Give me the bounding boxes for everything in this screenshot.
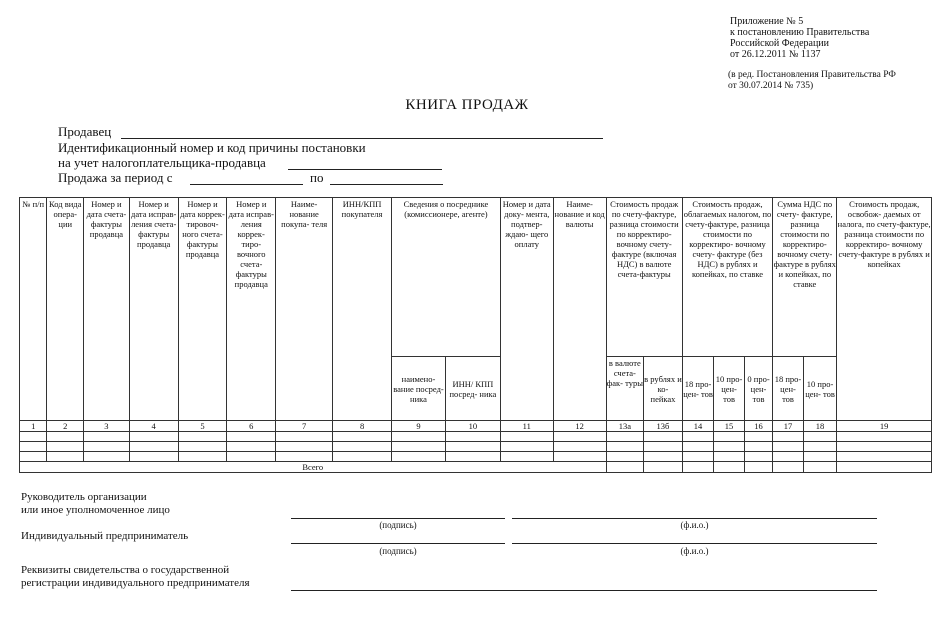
col-header-6: Номер и дата исправ- ления коррек- тиро- вочного счета- фактуры продавца [227, 198, 276, 421]
col-number: 2 [47, 421, 84, 432]
seller-field[interactable] [121, 138, 603, 139]
name-caption: (ф.и.о.) [680, 546, 709, 556]
col-number: 18 [803, 421, 837, 432]
column-numbers-row [20, 421, 932, 432]
entrepreneur-name-field[interactable] [512, 543, 877, 544]
entrepreneur-signature-field[interactable] [291, 543, 505, 544]
appendix-line: Российской Федерации [730, 38, 830, 49]
col-number: 19 [837, 421, 932, 432]
head-name-field[interactable] [512, 518, 877, 519]
col-header-3: Номер и дата счета- фактуры продавца [84, 198, 130, 421]
period-label: Продажа за период с [58, 170, 173, 185]
col-number: 17 [773, 421, 804, 432]
col-header-11: Номер и дата доку- мента, подтвер- ждаю- щего оплату [500, 198, 553, 421]
col-number: 13б [644, 421, 683, 432]
table-row[interactable] [20, 452, 932, 462]
col-number: 16 [744, 421, 772, 432]
col-header-13: Стоимость продаж по счету-фактуре, разница стоимости по корректиро- вочному счету- фактуре (включая НДС) в валюте счета-фактуры [606, 198, 682, 357]
amendment-note [728, 70, 896, 92]
requisites-label-line2: регистрации индивидуального предпринимателя [21, 577, 250, 589]
col-header-10: ИНН/ КПП посред- ника [445, 357, 500, 421]
col-header-13b: в рублях и ко- пейках [644, 357, 683, 421]
col-number: 3 [84, 421, 130, 432]
col-number: 4 [129, 421, 178, 432]
total-row [20, 462, 932, 473]
col-number: 5 [178, 421, 227, 432]
col-header-13a: в валюте счета- фак- туры [606, 357, 644, 421]
col-header-4: Номер и дата исправ- ления счета- фактуры продавца [129, 198, 178, 421]
inn-label-line2: на учет налогоплательщика-продавца [58, 155, 266, 170]
col-header-19: Стоимость продаж, освобож- даемых от налога, по счету-фактуре, разница стоимости по корректиро- вочному счету-фактуре в рублях и копейках [837, 198, 932, 421]
col-header-14: 18 про- цен- тов [682, 357, 714, 421]
col-header-9: наимено- вание посред- ника [392, 357, 446, 421]
amendment-line: (в ред. Постановления Правительства РФ [728, 70, 896, 80]
period-from-field[interactable] [190, 184, 303, 185]
col-number: 6 [227, 421, 276, 432]
col-number: 8 [333, 421, 392, 432]
total-label: Всего [20, 462, 607, 473]
inn-label-line1: Идентификационный номер и код причины постановки [58, 140, 366, 155]
sales-book-table [19, 197, 932, 473]
col-header-9-10: Сведения о посреднике (комиссионере, агенте) [392, 198, 501, 357]
col-number: 1 [20, 421, 47, 432]
col-header-5: Номер и дата коррек- тировоч- ного счета- фактуры продавца [178, 198, 227, 421]
col-number: 13а [606, 421, 644, 432]
period-to-field[interactable] [330, 184, 443, 185]
requisites-label-line1: Реквизиты свидетельства о государственной [21, 564, 230, 576]
signature-caption: (подпись) [379, 520, 417, 530]
col-header-17-18: Сумма НДС по счету- фактуре, разница стоимости по корректиро- вочному счету- фактуре в рублях и копейках, по ставке [773, 198, 837, 357]
amendment-line: от 30.07.2014 № 735) [728, 81, 814, 91]
col-header-15: 10 про- цен- тов [714, 357, 745, 421]
col-header-1: № п/п [20, 198, 47, 421]
col-header-7: Наиме- нование покупа- теля [276, 198, 333, 421]
appendix-line: к постановлению Правительства [730, 27, 870, 38]
col-header-2: Код вида опера- ции [47, 198, 84, 421]
table-row[interactable] [20, 432, 932, 442]
table-row[interactable] [20, 442, 932, 452]
col-number: 9 [392, 421, 446, 432]
col-header-18: 10 про- цен- тов [803, 357, 837, 421]
signature-caption: (подпись) [379, 546, 417, 556]
col-header-12: Наиме- нование и код валюты [553, 198, 606, 421]
col-header-16: 0 про- цен- тов [744, 357, 772, 421]
col-number: 7 [276, 421, 333, 432]
appendix-line: от 26.12.2011 № 1137 [730, 49, 821, 60]
col-header-14-16: Стоимость продаж, облагаемых налогом, по счету-фактуре, разница стоимости по корректиро- вочному счету- фактуре (без НДС) в рублях и копейках, по ставке [682, 198, 772, 357]
head-label-line2: или иное уполномоченное лицо [21, 504, 170, 516]
period-to-label: по [310, 170, 324, 185]
col-header-8: ИНН/КПП покупателя [333, 198, 392, 421]
col-number: 14 [682, 421, 714, 432]
entrepreneur-label: Индивидуальный предприниматель [21, 530, 189, 542]
appendix-note [730, 16, 869, 60]
name-caption: (ф.и.о.) [680, 520, 709, 530]
col-number: 11 [500, 421, 553, 432]
head-label-line1: Руководитель организации [21, 491, 147, 503]
col-number: 15 [714, 421, 745, 432]
seller-label: Продавец [58, 124, 112, 139]
requisites-field[interactable] [291, 590, 877, 591]
appendix-line: Приложение № 5 [730, 16, 804, 27]
head-signature-field[interactable] [291, 518, 505, 519]
col-header-17: 18 про- цен- тов [773, 357, 804, 421]
col-number: 10 [445, 421, 500, 432]
col-number: 12 [553, 421, 606, 432]
page-title: КНИГА ПРОДАЖ [405, 97, 529, 113]
